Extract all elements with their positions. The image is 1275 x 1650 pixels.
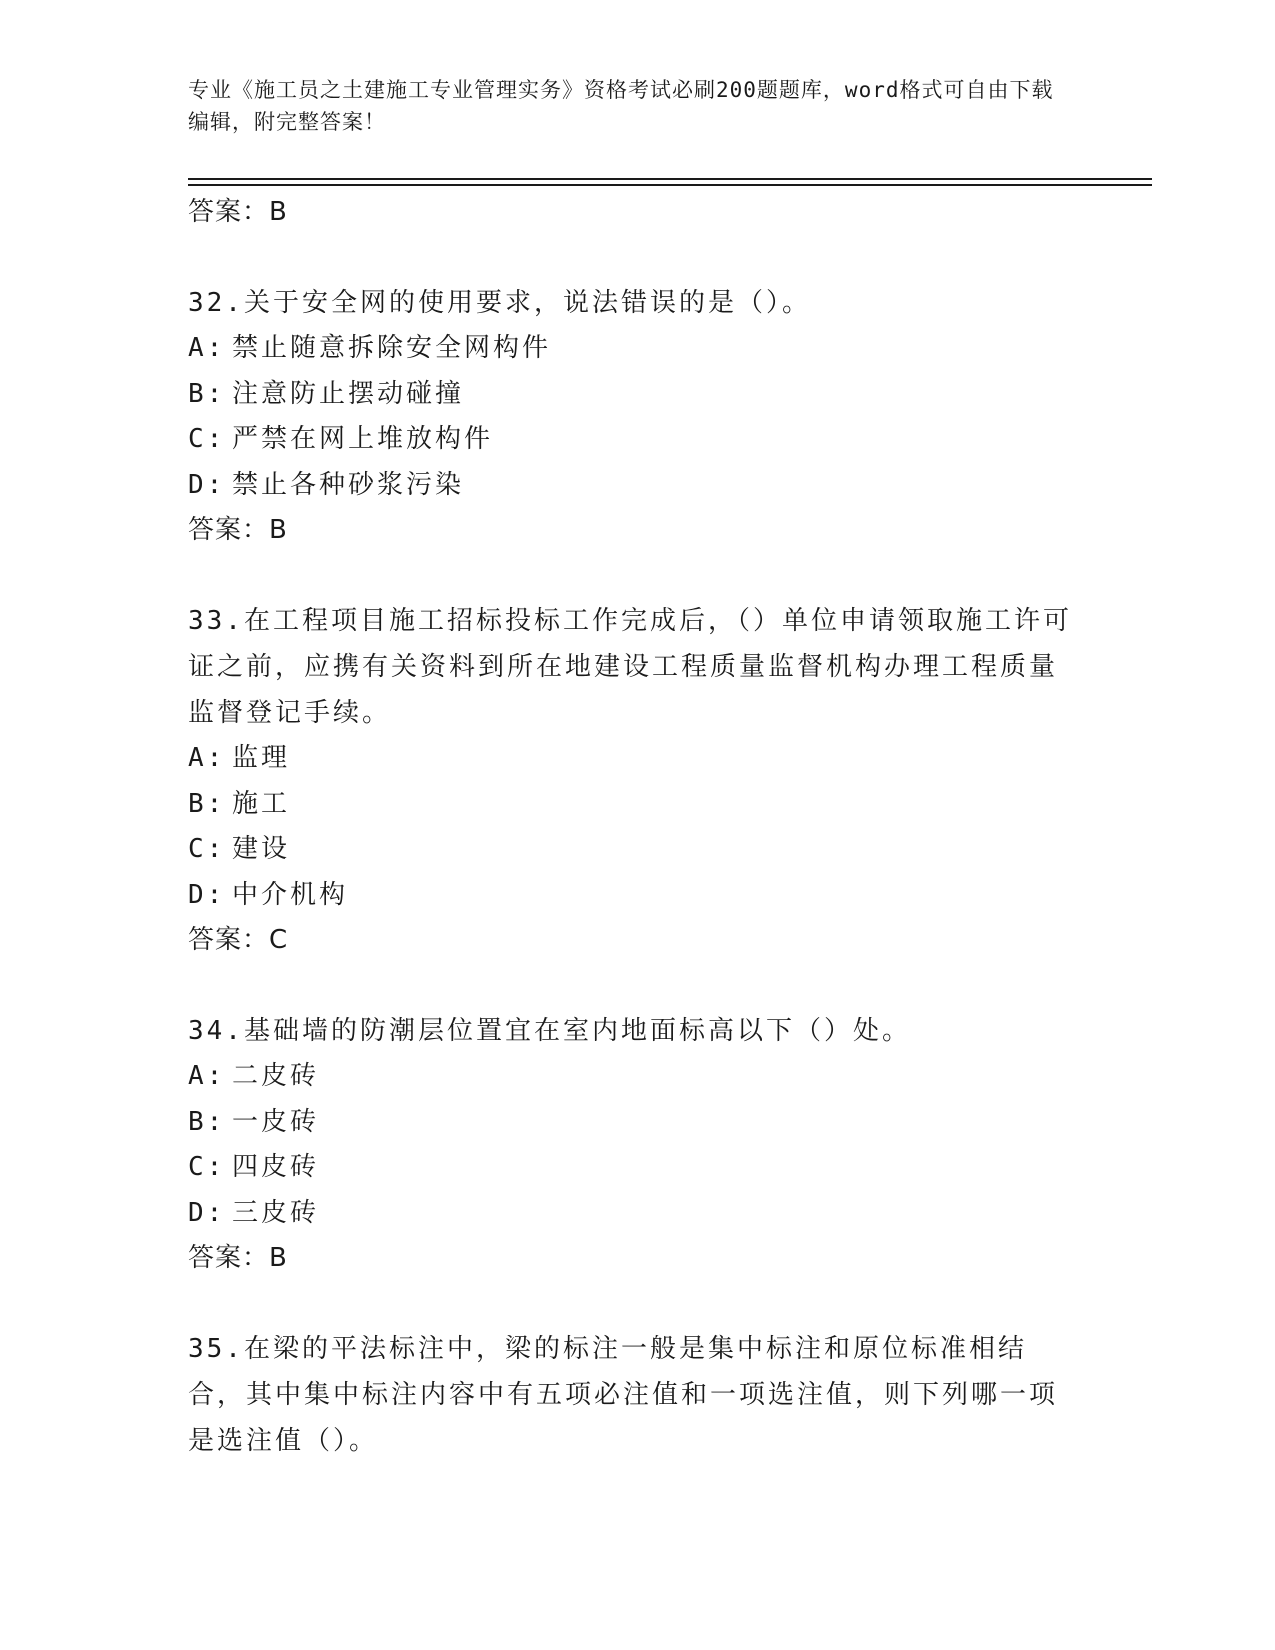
option-letter: A: — [188, 333, 226, 363]
option-letter: B: — [188, 378, 226, 409]
option-text: 监理 — [232, 743, 291, 773]
question-34 — [188, 1008, 1078, 1280]
question-list — [188, 190, 1078, 1464]
answer-33: 答案：C — [188, 925, 289, 955]
option-c — [188, 827, 1078, 873]
option-text: 三皮砖 — [232, 1197, 320, 1228]
question-33 — [188, 598, 1078, 962]
option-letter: D: — [188, 1197, 226, 1228]
option-letter: C: — [188, 424, 226, 454]
option-letter: D: — [188, 879, 226, 910]
option-text: 四皮砖 — [232, 1152, 320, 1182]
option-d — [188, 463, 1078, 509]
option-text: 严禁在网上堆放构件 — [232, 424, 494, 454]
option-text: 注意防止摆动碰撞 — [232, 378, 465, 409]
option-text: 禁止随意拆除安全网构件 — [232, 333, 552, 363]
option-text: 二皮砖 — [232, 1061, 320, 1091]
option-b — [188, 372, 1078, 418]
option-a — [188, 736, 1078, 782]
option-text: 禁止各种砂浆污染 — [232, 469, 465, 500]
option-c — [188, 417, 1078, 463]
option-text: 施工 — [232, 788, 291, 819]
option-text: 一皮砖 — [232, 1106, 320, 1137]
answer-31: 答案：B — [188, 197, 288, 227]
option-letter: B: — [188, 788, 226, 819]
option-letter: A: — [188, 743, 226, 773]
option-b — [188, 1100, 1078, 1146]
option-c — [188, 1145, 1078, 1191]
option-letter: C: — [188, 1152, 226, 1182]
option-letter: B: — [188, 1106, 226, 1137]
option-text: 建设 — [232, 834, 291, 864]
question-32 — [188, 280, 1078, 552]
answer-32: 答案：B — [188, 515, 288, 545]
option-text: 中介机构 — [232, 879, 349, 910]
option-b — [188, 782, 1078, 828]
option-d — [188, 1191, 1078, 1237]
option-letter: D: — [188, 469, 226, 500]
option-letter: A: — [188, 1061, 226, 1091]
option-a — [188, 1054, 1078, 1100]
option-letter: C: — [188, 834, 226, 864]
question-stem: 32.关于安全网的使用要求，说法错误的是（）。 — [188, 288, 811, 318]
question-stem: 33.在工程项目施工招标投标工作完成后，（）单位申请领取施工许可证之前，应携有关资料到所在地建设工程质量监督机构办理工程质量监督登记手续。 — [188, 606, 1072, 728]
question-stem: 35.在梁的平法标注中，梁的标注一般是集中标注和原位标准相结合，其中集中标注内容中有五项必注值和一项选注值，则下列哪一项是选注值（）。 — [188, 1334, 1059, 1456]
question-stem: 34.基础墙的防潮层位置宜在室内地面标高以下（）处。 — [188, 1016, 911, 1046]
option-d — [188, 873, 1078, 919]
question-35 — [188, 1326, 1078, 1464]
option-a — [188, 326, 1078, 372]
header-divider-bottom — [188, 184, 1152, 186]
header-divider-top — [188, 178, 1152, 180]
answer-34: 答案：B — [188, 1243, 288, 1273]
page-header: 专业《施工员之土建施工专业管理实务》资格考试必刷200题题库，word格式可自由下载编辑，附完整答案！ — [188, 78, 1054, 134]
